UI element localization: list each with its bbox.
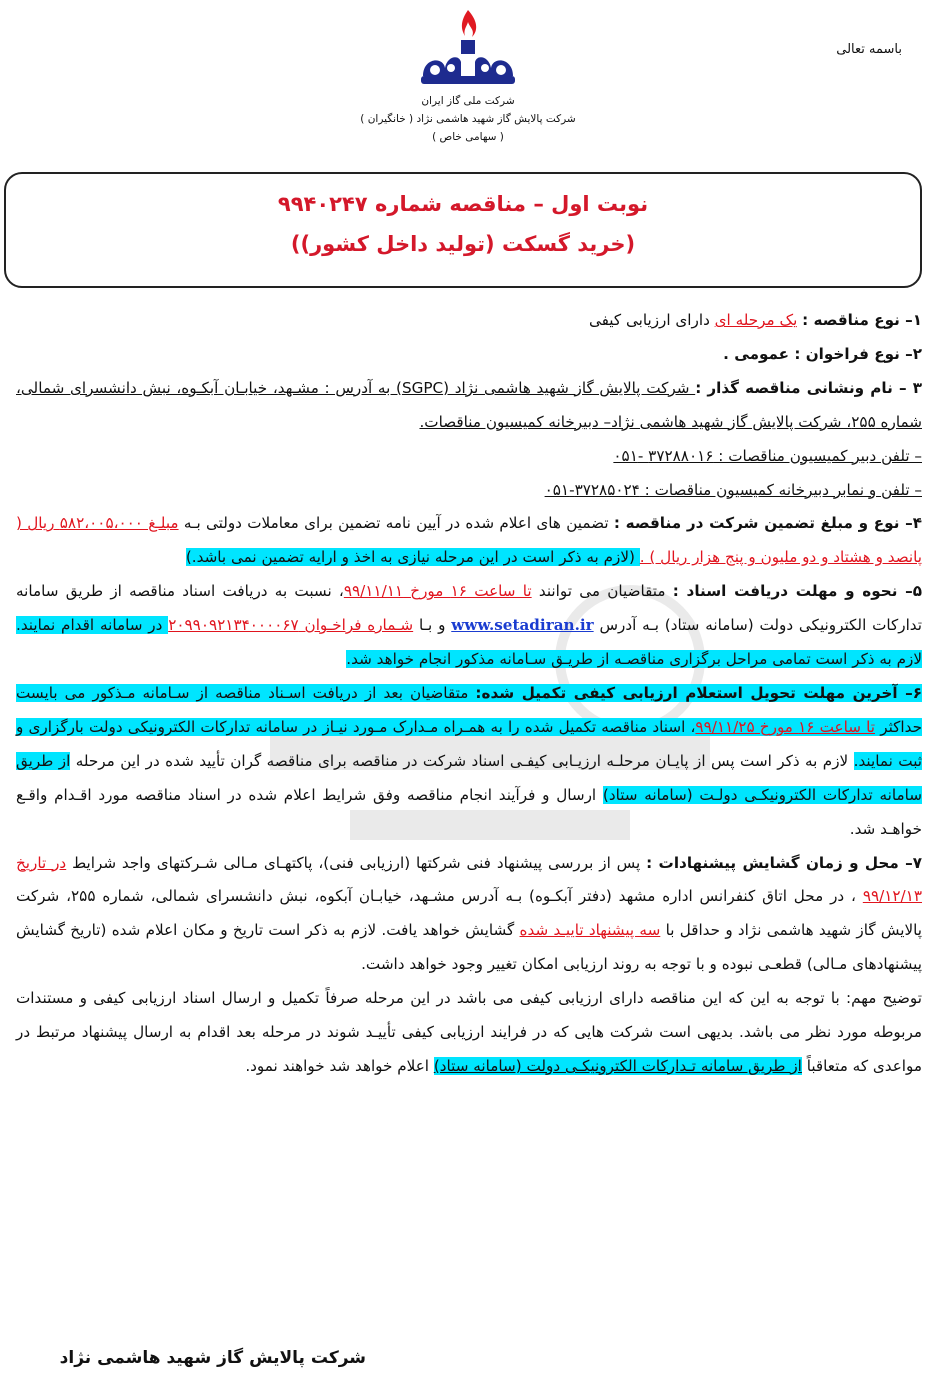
item-text: لازم به ذکر است پس از پایـان مرحلـه ارزیـابی کیفـی اسناد شرکت در مناقصه برای مناقصه گران تأیید شده در این مرحله [70, 751, 854, 770]
item-text: ، نسبت به دریافت اسناد مناقصه از طریق سامانه تدارکات الکترونیکی دولت (سامانه ستاد) بـه آدرس [16, 582, 923, 635]
title-box [4, 172, 922, 288]
tender-type-value: یک مرحله ای [714, 311, 798, 329]
guarantee-note: (لازم به ذکر است در این مرحله نیازی به اخذ و ارایه تضمین نمی باشد.) [185, 548, 640, 567]
opening-date: در تاریخ ۹۹/۱۲/۱۳ [16, 853, 922, 906]
item-text: دارای ارزیابی کیفی [588, 311, 715, 329]
company-block [0, 92, 936, 146]
org-line-3: ( سهامی خاص ) [432, 131, 504, 143]
min-proposals: سه پیشنهاد تاییـد شده [519, 921, 661, 940]
item-opening [16, 847, 922, 983]
item-documents [16, 575, 922, 677]
item-text: متقاضیان می توانند [531, 582, 673, 601]
call-number: شـماره فراخـوان ۲۰۹۹۰۹۲۱۳۴۰۰۰۰۶۷ [168, 616, 414, 635]
tender-body [16, 304, 922, 1084]
item-text: تضمین های اعلام شده در آیین نامه تضمین برای معاملات دولتی بـه [178, 514, 614, 533]
tender-title: نوبت اول – مناقصه شماره ۹۹۴۰۲۴۷ [277, 192, 649, 216]
note-text: اعلام خواهد شد خواهند نمود. [245, 1056, 434, 1075]
item-label: ۲– نوع فراخوان : [794, 344, 922, 363]
item-label: ۶– آخرین مهلت تحویل استعلام ارزیابی کیفی تکمیل شده: [475, 683, 922, 702]
item-text: و بـا [413, 616, 452, 635]
item-label: ۷– محل و زمان گشایش پیشنهادات : [646, 853, 922, 872]
item-call-type [16, 338, 922, 372]
phone-fax: – تلفن و نمابر دبیرخانه کمیسیون مناقصات : ۳۷۲۸۵۰۲۴-۰۵۱ [544, 480, 922, 499]
org-line-2: شرکت پالایش گاز شهید هاشمی نژاد ( خانگیران ) [360, 113, 576, 125]
item-text: ، در محل اتاق کنفرانس اداره مشهد (دفتر آبکـوه) بـه آدرس مشـهد، خیابـان آبکوه، نبش دانشسرای شمالی، شماره ۲۵۵، شرکت پالایش گاز شهید هاشمی نژاد و حداقل با [16, 887, 922, 940]
item-quality-deadline [16, 677, 922, 847]
phone-secretary: – تلفن دبیر کمیسیون مناقصات : ۳۷۲۸۸۰۱۶ -۰۵۱ [613, 446, 922, 465]
documents-note: در سامانه اقدام نمایند. لازم به ذکر است تمامی مراحل برگزاری مناقصـه از طریـق سـامانه مذکور انجام خواهد شد. [16, 616, 922, 669]
item-text: ، اسناد مناقصه تکمیل شده را به همـراه مـدارک مـورد نیـاز در سامانه تدارکات الکترونیکی دولت بارگزاری و ثبت نمایند. [16, 717, 922, 770]
important-note [16, 982, 922, 1084]
item-label: ۴– نوع و مبلغ تضمین شرکت در مناقصه : [613, 514, 923, 533]
item-label: ۱– نوع مناقصه : [802, 311, 922, 329]
tender-subtitle: (خرید گسکت (تولید داخل کشور)) [290, 232, 636, 256]
item-label: ۵– نحوه و مهلت دریافت اسناد : [672, 582, 923, 601]
item-label: ۳ – نام ونشانی مناقصه گذار : [695, 378, 922, 397]
call-type-value: عمومی . [723, 344, 795, 363]
nigc-logo-icon [413, 6, 523, 92]
guarantee-amount: مبلـغ ۵۸۲،۰۰۵،۰۰۰ ریال ( پانصد و هشتاد و دو ملیون و پنج هزار ریال ) . [16, 514, 922, 567]
item-guarantee [16, 507, 922, 575]
item-text: متقاضیان بعد از دریافت اسـناد مناقصه از سـامانه مـذکور می بایست حداکثر [16, 683, 922, 736]
note-highlight: از طریق سامانه تـدارکات الکترونیکـی دولت (سامانه ستاد) [433, 1056, 802, 1075]
item-text: ارسال و فرآیند انجام مناقصه وفق شرایط اعلام شده در اسناد مناقصه مورد اقـدام واقـع خواهـد شد. [16, 785, 922, 838]
organizer-address: شرکت پالایش گاز شهید هاشمی نژاد (SGPC) به آدرس : مشـهد، خیابـان آبکـوه، نبش دانشسرای شمالی، شماره ۲۵۵، شرکت پالایش گاز شهید هاشمی نژاد– دبیرخانه کمیسیون مناقصات. [16, 378, 922, 431]
documents-deadline: تا ساعت ۱۶ مورخ ۹۹/۱۱/۱۱ [343, 582, 532, 601]
setad-system-note: از طریق سامانه تدارکات الکترونیکـی دولـت (سامانه ستاد) [16, 751, 922, 804]
quality-deadline: تا ساعت ۱۶ مورخ ۹۹/۱۱/۲۵ [695, 717, 876, 736]
item-text: پس از بررسی پیشنهاد فنی شرکتها (ارزیابی فنی)، پاکتهـای مـالی شـرکتهای واجد شرایط [66, 853, 647, 872]
item-text: گشایش خواهد یافت. لازم به ذکر است تاریخ و مکان اعلام شده (تاریخ گشایش پیشنهادهای مـالی) قطعـی نبوده و با توجه به روند ارزیابی امکان تغییر وجود خواهد داشت. [16, 921, 922, 974]
item-tender-type [16, 304, 922, 338]
basmeh-header: باسمه تعالی [836, 42, 902, 57]
setadiran-link[interactable]: www.setadiran.ir [451, 616, 594, 635]
signature: شرکت پالایش گاز شهید هاشمی نژاد [59, 1348, 366, 1368]
org-line-1: شرکت ملی گاز ایران [421, 95, 515, 107]
note-text: توضیح مهم: با توجه به این که این مناقصه دارای ارزیابی کیفی می باشد در این مرحله صرفاً تکمیل و ارسال اسناد ارزیابی کیفی و مستندات مربوطه مورد نظر می باشد. بدیهی است شرکت هایی که در فرایند ارزیابی کیفی تأییـد شوند در مرحله بعد اقدام به ارسال پیشنهاد مرتبط در مواعدی که متعاقباً [16, 989, 922, 1075]
item-organizer [16, 372, 922, 440]
